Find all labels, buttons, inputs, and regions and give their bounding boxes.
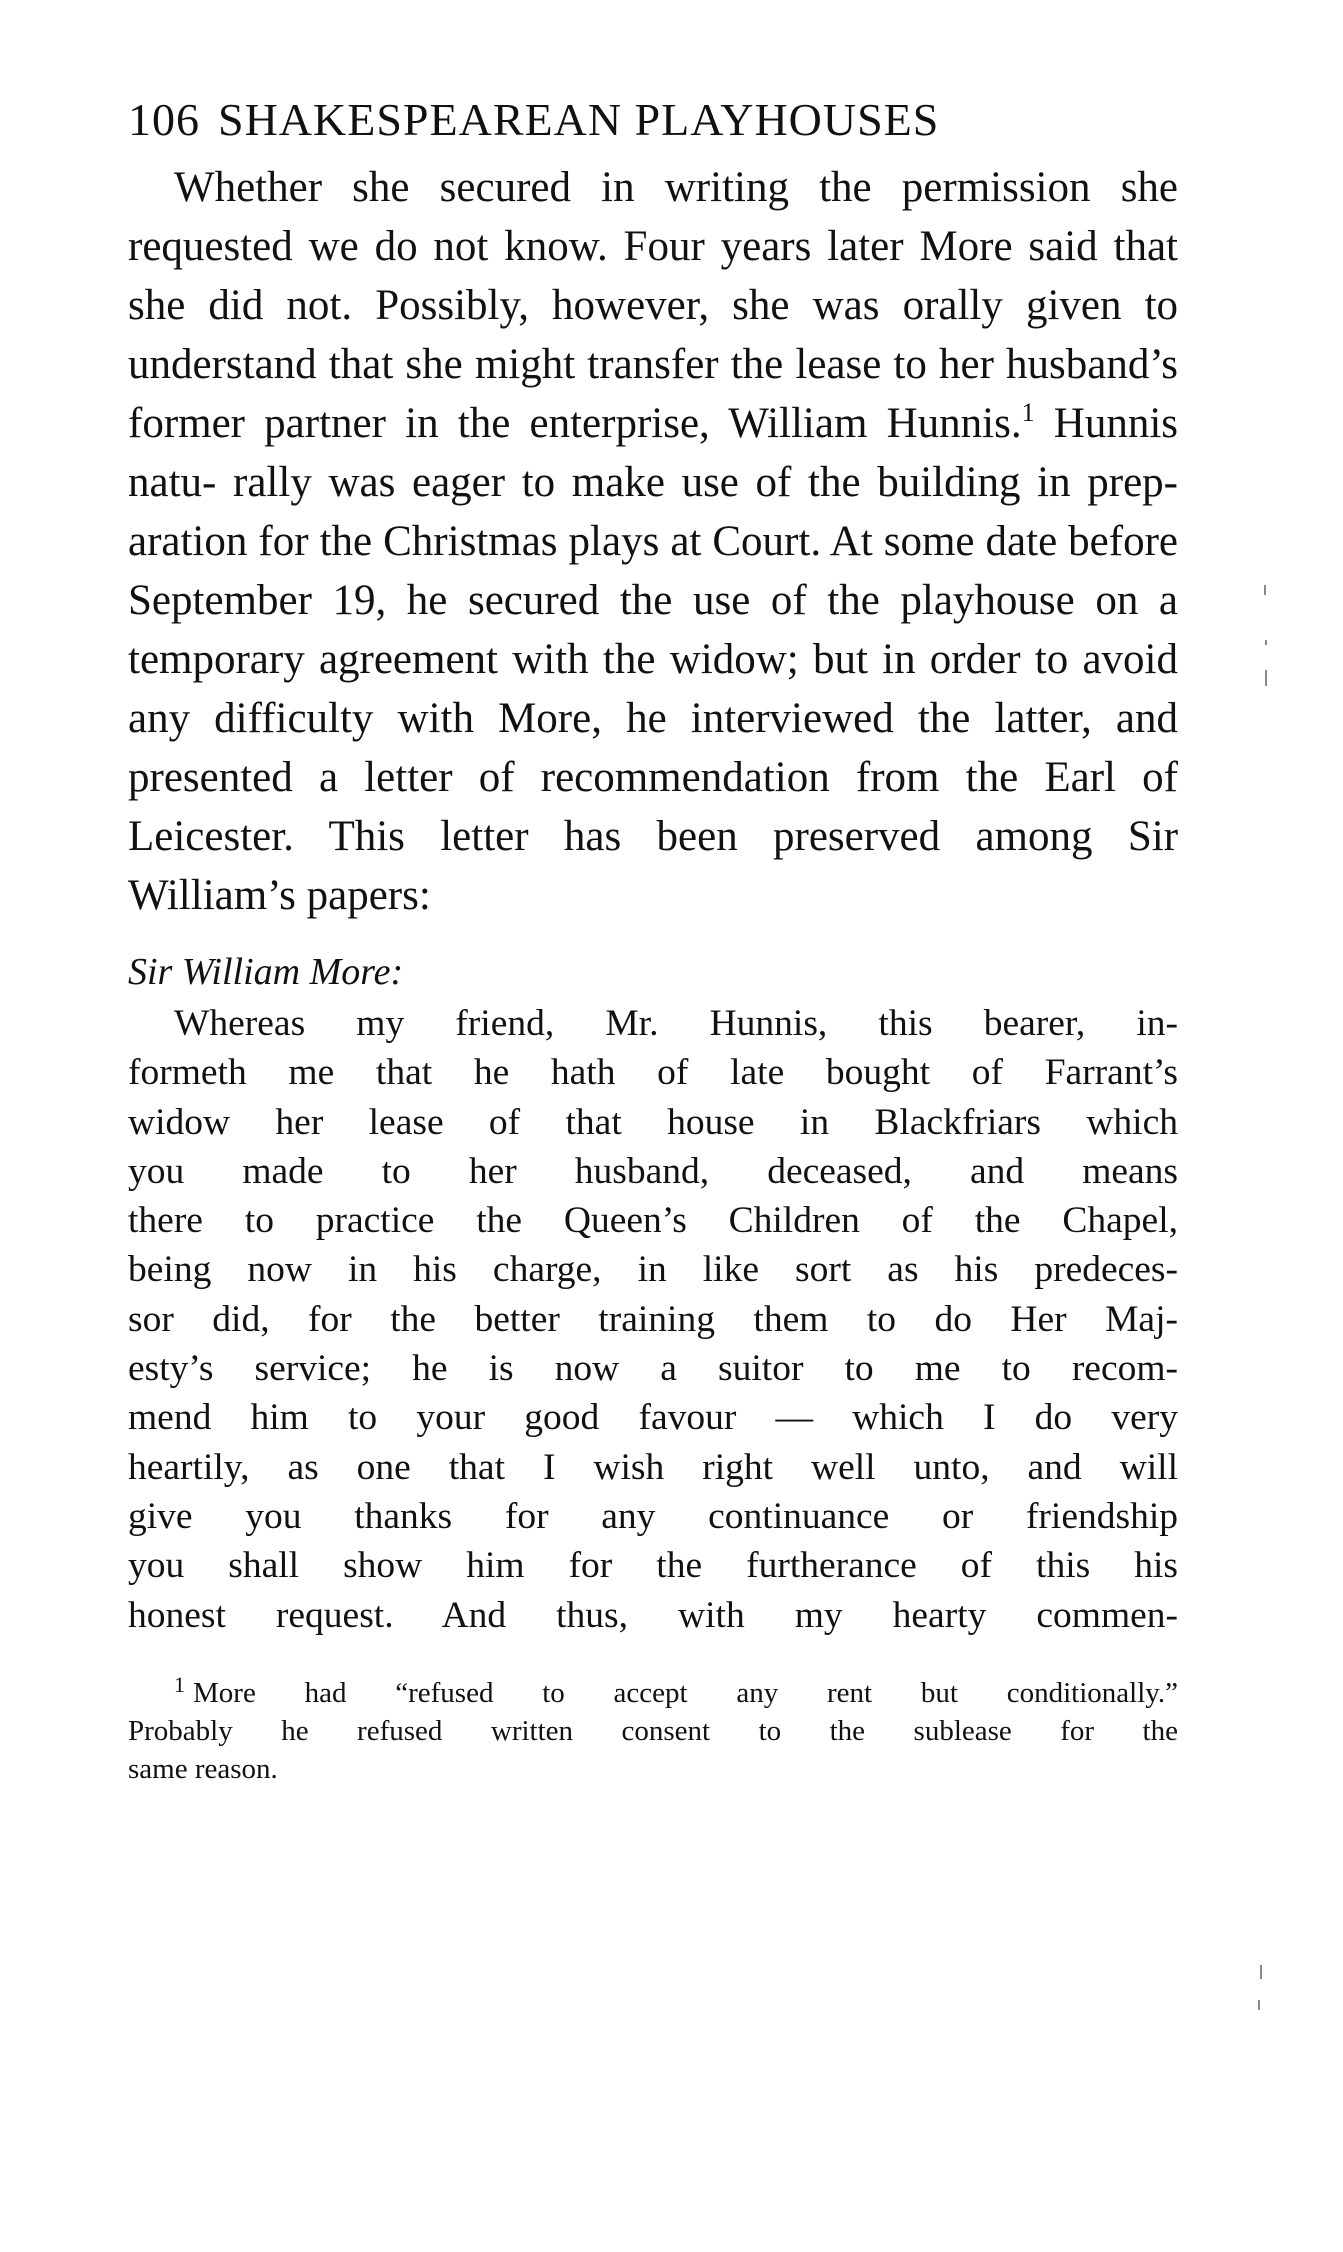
- letter-line: esty’s service; he is now a suitor to me to recom-: [128, 1348, 1178, 1390]
- footnote-marker: 1: [174, 1671, 185, 1697]
- letter-line: there to practice the Queen’s Children of the Chapel,: [128, 1200, 1178, 1242]
- page-number: 106: [128, 94, 200, 145]
- body-paragraph: [128, 158, 1178, 925]
- text-line: the playhouse on a temporary agreement with the: [128, 577, 1178, 683]
- text-line: Hunnis natu-: [128, 400, 1179, 506]
- text-line: More said that she did not. Possibly, however, she: [128, 223, 1179, 329]
- text-line: transfer the lease to her husband’s former partner: [128, 341, 1179, 447]
- footnote: [128, 1666, 1178, 1788]
- text-line: More, he interviewed the latter, and presented: [128, 695, 1178, 801]
- letter-line: mend him to your good favour — which I do very: [128, 1397, 1178, 1439]
- letter-line: widow her lease of that house in Blackfriars which: [128, 1101, 1178, 1143]
- letter-line: being now in his charge, in like sort as his predeces-: [128, 1249, 1178, 1291]
- scan-speck: [1265, 640, 1267, 645]
- running-head: [128, 92, 1178, 148]
- scan-speck: [1260, 1965, 1262, 1979]
- footnote-line: Probably he refused written consent to the sublease for the: [128, 1714, 1178, 1747]
- footnote-reference: 1: [1021, 398, 1035, 427]
- scan-speck: [1258, 2000, 1260, 2010]
- letter-line: you made to her husband, deceased, and means: [128, 1150, 1178, 1192]
- letter-body: [128, 999, 1178, 1640]
- text-line: a letter of recommendation from the Earl of: [318, 754, 1178, 801]
- text-line: Leicester. This letter has been preserved among: [128, 813, 1093, 860]
- text-line: date before September 19, he secured the use of: [128, 518, 1178, 624]
- text-line: in the enterprise, William Hunnis.: [405, 400, 1022, 447]
- footnote-text: More had “refused to accept any rent but conditionally.”: [193, 1676, 1178, 1709]
- running-title: SHAKESPEAREAN PLAYHOUSES: [218, 94, 940, 145]
- letter-line: heartily, as one that I wish right well unto, and will: [128, 1446, 1178, 1488]
- letter-line: you shall show him for the furtherance of this his: [128, 1545, 1178, 1587]
- scan-speck: [1264, 585, 1266, 595]
- scan-speck: [1265, 670, 1267, 686]
- book-page: [128, 92, 1178, 1788]
- letter-line: Whereas my friend, Mr. Hunnis, this bearer, in-: [174, 1003, 1178, 1044]
- text-line: widow; but in order to avoid any difficulty with: [128, 636, 1178, 742]
- letter-line: sor did, for the better training them to do Her Maj-: [128, 1298, 1178, 1340]
- text-line: Whether she secured in writing the permission: [174, 164, 1091, 211]
- text-line: aration for the Christmas plays at Court. At some: [128, 518, 975, 565]
- scan-margin-specks: [1258, 585, 1278, 2145]
- text-line: Sir William’s papers:: [128, 813, 1179, 919]
- letter-line: honest request. And thus, with my hearty commen-: [128, 1594, 1178, 1636]
- letter-line: formeth me that he hath of late bought of Farrant’s: [128, 1052, 1178, 1094]
- footnote-line: [128, 1666, 1178, 1712]
- letter-salutation: Sir William More:: [128, 951, 404, 993]
- text-line: rally was eager to make use of the building in prep-: [233, 459, 1179, 506]
- letter-line: give you thanks for any continuance or friendship: [128, 1495, 1178, 1537]
- footnote-line: same reason.: [128, 1752, 278, 1785]
- text-line: she requested we do not know. Four years later: [128, 164, 1179, 270]
- text-line: was orally given to understand that she might: [128, 282, 1179, 388]
